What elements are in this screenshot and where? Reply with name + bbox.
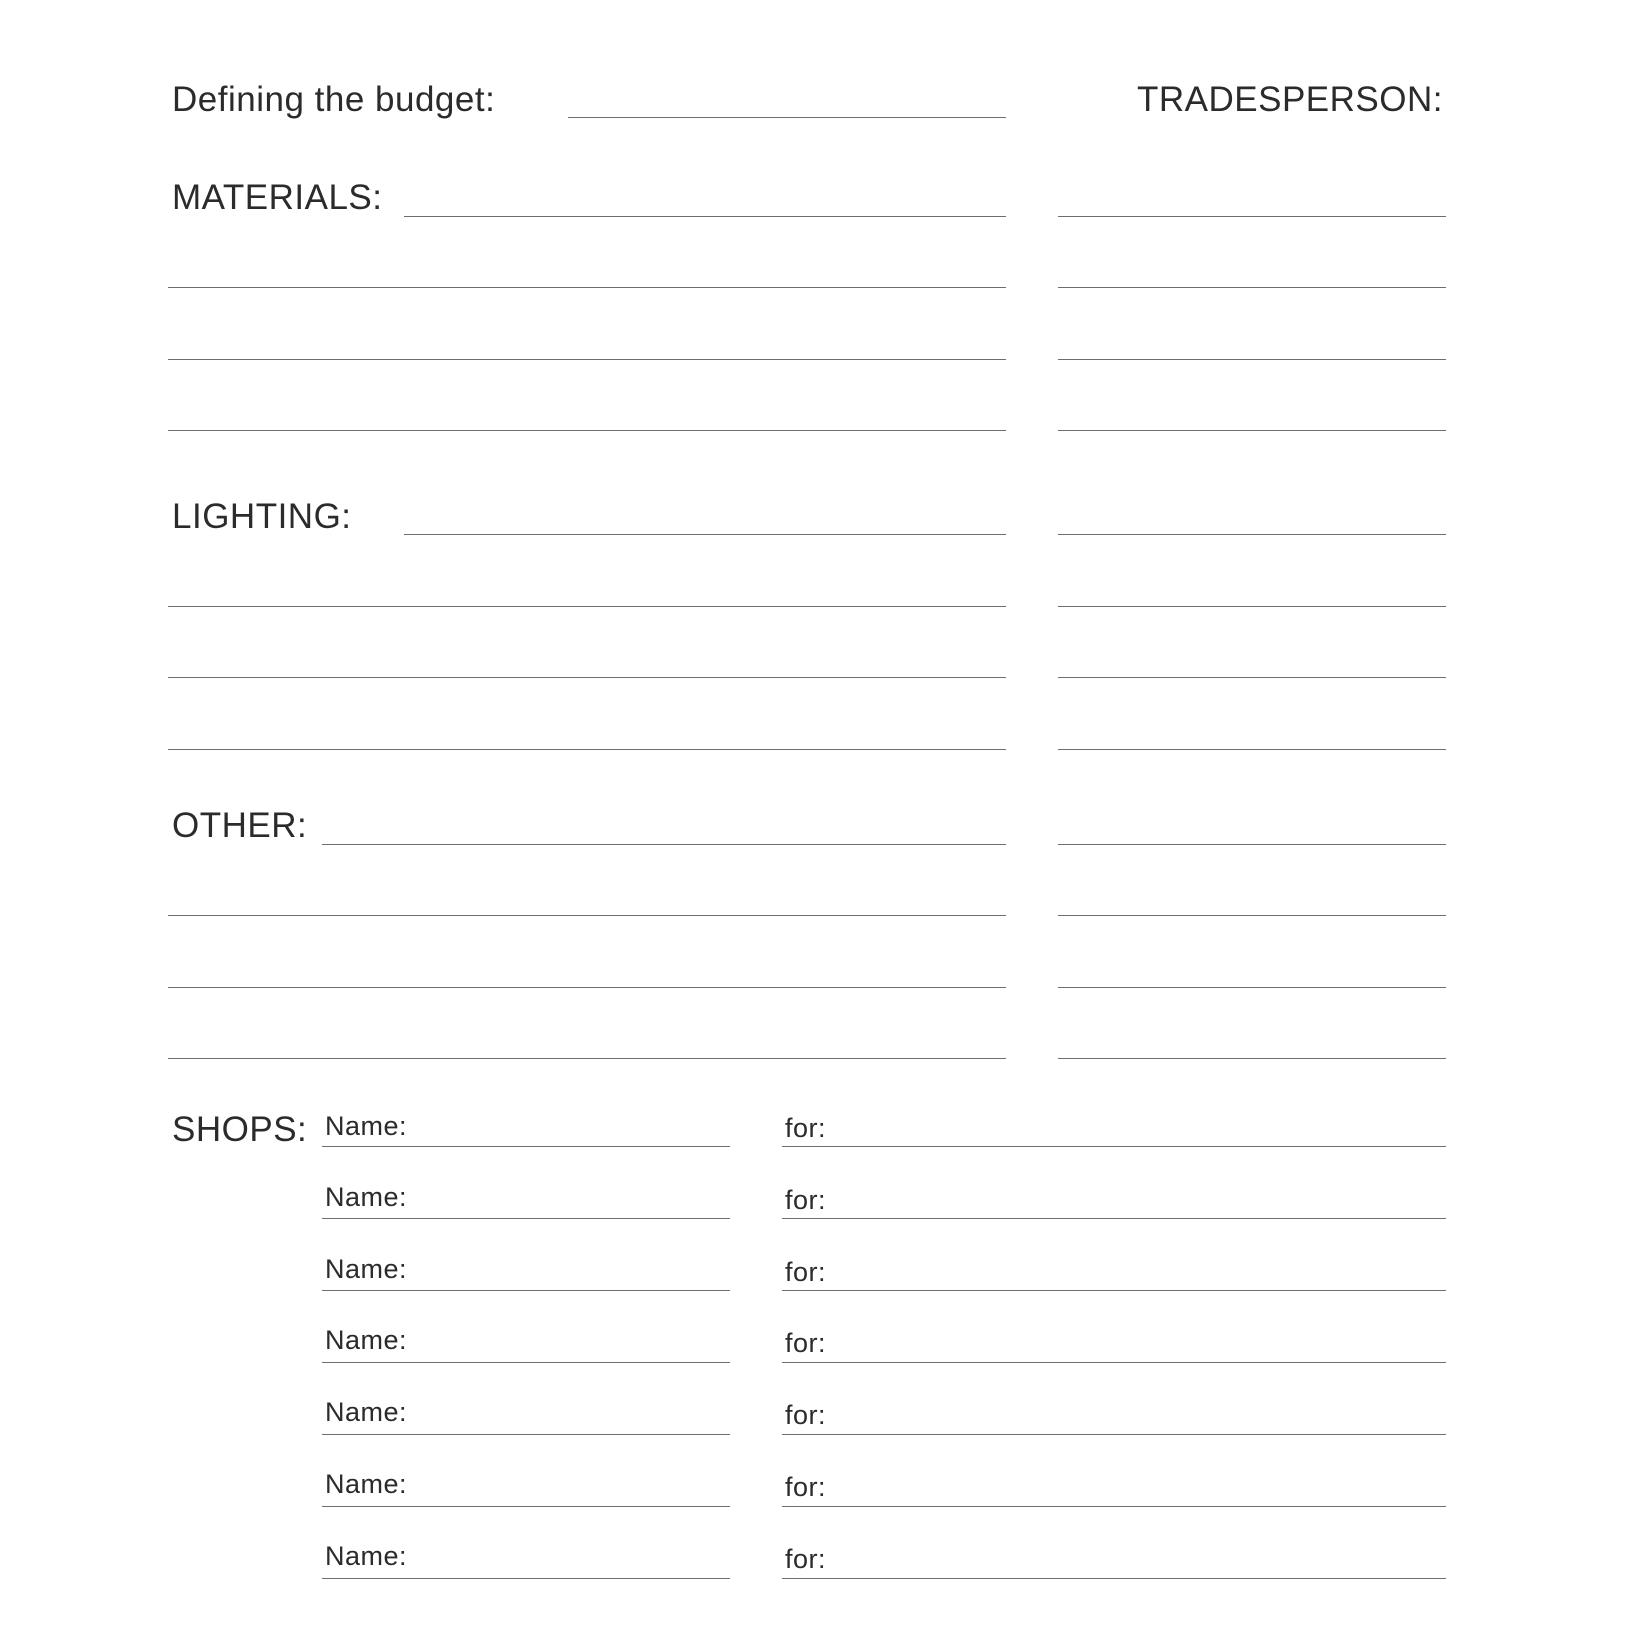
shop-for-label: for: — [785, 1113, 827, 1143]
shop-for-line[interactable] — [782, 1146, 1446, 1147]
shop-for-line[interactable] — [782, 1218, 1446, 1219]
shop-name-label: Name: — [325, 1541, 408, 1571]
lighting-line[interactable] — [168, 677, 1006, 678]
shop-name-label: Name: — [325, 1254, 408, 1284]
shop-name-label: Name: — [325, 1182, 408, 1212]
shops-label: SHOPS: — [172, 1110, 308, 1149]
tradesperson-line[interactable] — [1058, 1058, 1446, 1059]
lighting-line[interactable] — [404, 534, 1006, 535]
shop-name-label: Name: — [325, 1397, 408, 1427]
shop-name-label: Name: — [325, 1111, 408, 1141]
tradesperson-line[interactable] — [1058, 844, 1446, 845]
shop-for-label: for: — [785, 1544, 827, 1574]
shop-name-label: Name: — [325, 1469, 408, 1499]
shop-for-line[interactable] — [782, 1290, 1446, 1291]
tradesperson-line[interactable] — [1058, 677, 1446, 678]
shop-for-label: for: — [785, 1400, 827, 1430]
tradesperson-line[interactable] — [1058, 534, 1446, 535]
shop-name-line[interactable] — [322, 1362, 730, 1363]
other-line[interactable] — [168, 987, 1006, 988]
other-line[interactable] — [322, 844, 1006, 845]
lighting-line[interactable] — [168, 749, 1006, 750]
materials-label: MATERIALS: — [172, 178, 383, 217]
budget-label: Defining the budget: — [172, 80, 496, 119]
materials-line[interactable] — [168, 430, 1006, 431]
tradesperson-line[interactable] — [1058, 606, 1446, 607]
shop-for-label: for: — [785, 1328, 827, 1358]
other-line[interactable] — [168, 915, 1006, 916]
shop-name-line[interactable] — [322, 1146, 730, 1147]
materials-line[interactable] — [404, 216, 1006, 217]
shop-name-line[interactable] — [322, 1578, 730, 1579]
tradesperson-label: TRADESPERSON: — [1137, 80, 1443, 119]
tradesperson-line[interactable] — [1058, 915, 1446, 916]
materials-line[interactable] — [168, 359, 1006, 360]
tradesperson-line[interactable] — [1058, 216, 1446, 217]
shop-name-line[interactable] — [322, 1434, 730, 1435]
shop-for-line[interactable] — [782, 1362, 1446, 1363]
tradesperson-line[interactable] — [1058, 359, 1446, 360]
shop-name-line[interactable] — [322, 1290, 730, 1291]
shop-for-label: for: — [785, 1472, 827, 1502]
shop-name-line[interactable] — [322, 1218, 730, 1219]
tradesperson-line[interactable] — [1058, 749, 1446, 750]
tradesperson-line[interactable] — [1058, 430, 1446, 431]
shop-for-label: for: — [785, 1257, 827, 1287]
shop-for-line[interactable] — [782, 1506, 1446, 1507]
shop-for-line[interactable] — [782, 1578, 1446, 1579]
budget-field-line[interactable] — [568, 117, 1006, 118]
tradesperson-line[interactable] — [1058, 287, 1446, 288]
other-label: OTHER: — [172, 806, 308, 845]
tradesperson-line[interactable] — [1058, 987, 1446, 988]
lighting-label: LIGHTING: — [172, 497, 352, 536]
shop-name-line[interactable] — [322, 1506, 730, 1507]
shop-name-label: Name: — [325, 1325, 408, 1355]
lighting-line[interactable] — [168, 606, 1006, 607]
materials-line[interactable] — [168, 287, 1006, 288]
other-line[interactable] — [168, 1058, 1006, 1059]
shop-for-line[interactable] — [782, 1434, 1446, 1435]
shop-for-label: for: — [785, 1185, 827, 1215]
